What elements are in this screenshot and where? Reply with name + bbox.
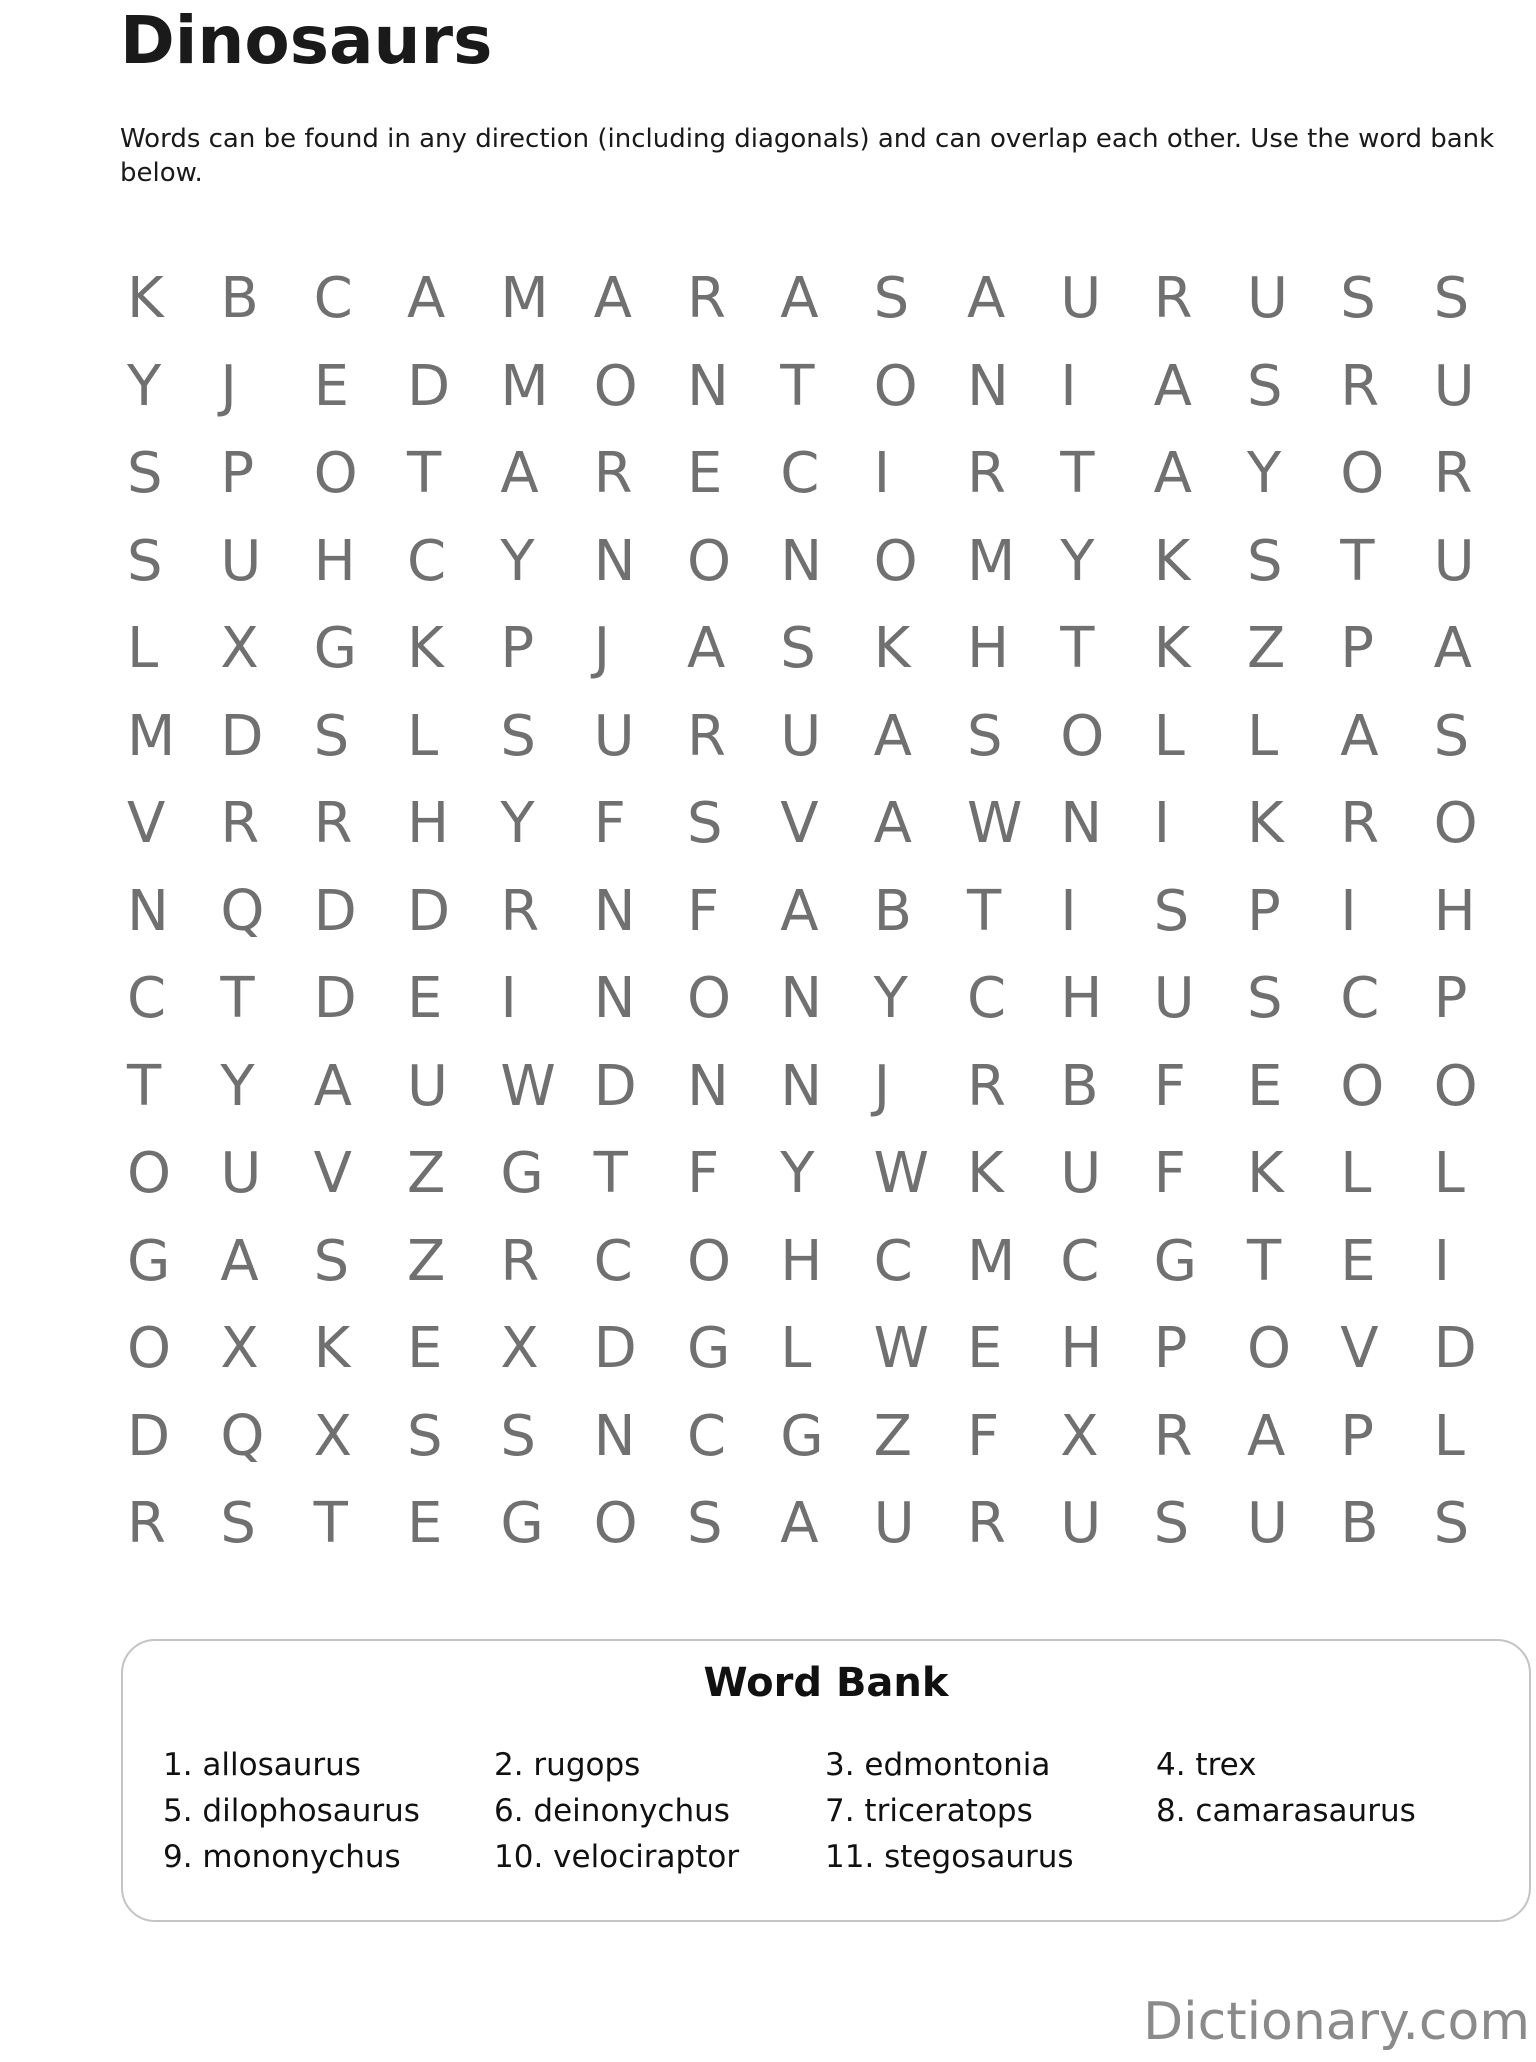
grid-letter: A — [313, 1053, 352, 1119]
grid-letter: T — [1060, 616, 1095, 681]
word-bank-title: Word Bank — [703, 1660, 949, 1706]
grid-letter: A — [500, 441, 539, 506]
grid-letter: S — [780, 616, 816, 681]
grid-letter: Q — [220, 878, 265, 944]
grid-letter: M — [966, 528, 1016, 594]
grid-row — [120, 1043, 1520, 1131]
grid-letter: P — [500, 616, 535, 681]
grid-letter: N — [593, 1403, 636, 1469]
grid-letter: G — [780, 1403, 824, 1469]
grid-letter: A — [1153, 441, 1192, 506]
grid-letter: F — [593, 791, 626, 856]
grid-letter: N — [686, 1053, 729, 1119]
grid-letter: V — [780, 791, 819, 856]
grid-letter: E — [406, 966, 443, 1031]
grid-letter: L — [1433, 1141, 1465, 1206]
grid-letter: Q — [220, 1403, 265, 1469]
grid-letter: L — [1246, 703, 1279, 769]
grid-letter: K — [406, 616, 444, 681]
grid-letter: O — [593, 353, 638, 419]
grid-letter: M — [500, 353, 549, 419]
grid-letter: W — [966, 791, 1023, 856]
grid-letter: N — [780, 528, 823, 594]
grid-letter: S — [406, 1403, 443, 1469]
grid-letter: D — [593, 1053, 637, 1119]
grid-letter: S — [1246, 353, 1283, 419]
grid-letter: C — [966, 966, 1007, 1031]
word-bank-item: 11. stegosaurus — [825, 1839, 1074, 1875]
grid-letter: R — [1340, 353, 1380, 419]
grid-letter: I — [1340, 878, 1357, 944]
grid-letter: N — [1060, 791, 1103, 856]
grid-letter: N — [593, 966, 636, 1031]
grid-letter: R — [1153, 1403, 1193, 1469]
grid-letter: S — [966, 703, 1003, 769]
grid-letter: Y — [1060, 528, 1095, 594]
grid-letter: D — [220, 703, 264, 769]
grid-letter: M — [966, 1228, 1016, 1294]
grid-letter: K — [1246, 791, 1284, 856]
grid-letter: S — [686, 791, 723, 856]
grid-letter: U — [1433, 353, 1475, 419]
grid-letter: N — [127, 878, 169, 944]
grid-letter: N — [593, 528, 636, 594]
grid-letter: I — [1153, 791, 1171, 856]
grid-letter: C — [313, 266, 353, 331]
grid-letter: S — [1153, 878, 1190, 944]
grid-row — [120, 868, 1520, 956]
grid-letter: R — [220, 791, 260, 856]
grid-letter: R — [313, 791, 353, 856]
grid-letter: N — [686, 353, 729, 419]
grid-letter: Z — [406, 1228, 446, 1294]
grid-letter: K — [127, 266, 164, 331]
grid-letter: C — [1060, 1228, 1100, 1294]
grid-letter: K — [1153, 616, 1191, 681]
word-bank-list — [163, 1742, 1483, 1880]
grid-letter: H — [966, 616, 1010, 681]
grid-letter: U — [1153, 966, 1195, 1031]
grid-letter: S — [1433, 266, 1470, 331]
grid-letter: R — [966, 1491, 1006, 1556]
grid-row — [120, 1130, 1520, 1218]
grid-letter: I — [1060, 353, 1077, 419]
grid-letter: U — [1060, 266, 1102, 331]
grid-letter: B — [873, 878, 913, 944]
grid-letter: X — [220, 616, 259, 681]
word-bank-item: 1. allosaurus — [163, 1747, 361, 1783]
grid-letter: H — [406, 791, 450, 856]
grid-letter: R — [127, 1491, 166, 1556]
grid-letter: R — [1340, 791, 1380, 856]
grid-letter: A — [593, 266, 632, 331]
grid-letter: V — [127, 791, 166, 856]
grid-letter: S — [500, 1403, 536, 1469]
grid-letter: A — [686, 616, 726, 681]
grid-letter: W — [500, 1053, 556, 1119]
grid-letter: P — [1433, 966, 1468, 1031]
grid-letter: I — [1433, 1228, 1451, 1294]
grid-letter: P — [1153, 1316, 1188, 1381]
grid-letter: A — [1433, 616, 1472, 681]
word-bank-item: 3. edmontonia — [825, 1747, 1051, 1783]
grid-letter: R — [686, 266, 726, 331]
grid-letter: Z — [873, 1403, 912, 1469]
grid-letter: A — [873, 703, 912, 769]
grid-letter: A — [780, 266, 819, 331]
grid-letter: A — [780, 1491, 819, 1556]
grid-letter: U — [1246, 266, 1288, 331]
grid-row — [120, 1218, 1520, 1306]
grid-letter: G — [313, 616, 358, 681]
grid-letter: O — [1340, 441, 1385, 506]
grid-letter: X — [500, 1316, 539, 1381]
grid-letter: C — [873, 1228, 913, 1294]
grid-letter: L — [780, 1316, 812, 1381]
grid-letter: P — [1340, 616, 1375, 681]
grid-letter: P — [220, 441, 255, 506]
grid-letter: Y — [127, 353, 162, 419]
grid-letter: T — [780, 353, 815, 419]
grid-letter: R — [1433, 441, 1473, 506]
grid-letter: T — [1246, 1228, 1282, 1294]
grid-letter: G — [686, 1316, 731, 1381]
grid-letter: U — [780, 703, 822, 769]
grid-letter: P — [1340, 1403, 1375, 1469]
grid-letter: U — [1060, 1141, 1102, 1206]
grid-letter: U — [406, 1053, 448, 1119]
grid-letter: F — [1153, 1053, 1186, 1119]
grid-letter: O — [873, 353, 918, 419]
grid-letter: T — [966, 878, 1002, 944]
grid-letter: K — [1246, 1141, 1284, 1206]
grid-letter: O — [686, 528, 732, 594]
word-bank-item: 7. triceratops — [825, 1793, 1033, 1829]
grid-letter: B — [1340, 1491, 1379, 1556]
grid-letter: W — [873, 1316, 929, 1381]
grid-row — [120, 605, 1520, 693]
grid-letter: O — [873, 528, 918, 594]
grid-letter: F — [686, 878, 720, 944]
grid-letter: K — [313, 1316, 351, 1381]
word-bank-item: 5. dilophosaurus — [163, 1793, 420, 1829]
grid-letter: O — [1060, 703, 1105, 769]
grid-letter: A — [873, 791, 912, 856]
grid-letter: E — [406, 1491, 443, 1556]
grid-letter: L — [1433, 1403, 1465, 1469]
grid-letter: E — [406, 1316, 443, 1381]
grid-letter: F — [966, 1403, 1000, 1469]
grid-letter: C — [593, 1228, 633, 1294]
grid-letter: Y — [500, 791, 535, 856]
grid-letter: S — [313, 1228, 350, 1294]
grid-letter: I — [873, 441, 891, 506]
grid-letter: C — [1340, 966, 1380, 1031]
grid-letter: Z — [406, 1141, 446, 1206]
grid-row — [120, 955, 1520, 1043]
instructions-text: Words can be found in any direction (including diagonals) and can overlap each other. Use the word bank below. — [120, 124, 1495, 188]
grid-row — [120, 343, 1520, 431]
word-search-grid — [120, 255, 1520, 1568]
grid-letter: U — [220, 1141, 262, 1206]
grid-row — [120, 430, 1520, 518]
word-bank-item: 2. rugops — [494, 1747, 641, 1783]
grid-letter: S — [127, 528, 163, 594]
grid-letter: D — [406, 878, 451, 944]
grid-letter: S — [220, 1491, 256, 1556]
grid-letter: S — [1340, 266, 1376, 331]
grid-letter: T — [406, 441, 442, 506]
grid-letter: X — [220, 1316, 259, 1381]
grid-letter: S — [873, 266, 910, 331]
grid-letter: K — [873, 616, 911, 681]
grid-letter: T — [1340, 528, 1375, 594]
grid-row — [120, 518, 1520, 606]
grid-row — [120, 1393, 1520, 1481]
word-bank-panel — [121, 1639, 1531, 1922]
grid-letter: U — [1246, 1491, 1288, 1556]
grid-letter: A — [1340, 703, 1379, 769]
word-bank-item: 10. velociraptor — [494, 1839, 740, 1875]
grid-letter: E — [313, 353, 350, 419]
grid-letter: K — [1153, 528, 1191, 594]
grid-letter: S — [1433, 703, 1470, 769]
grid-letter: O — [1433, 791, 1478, 856]
grid-letter: R — [686, 703, 726, 769]
grid-letter: D — [1433, 1316, 1477, 1381]
grid-letter: M — [127, 703, 176, 769]
grid-letter: X — [313, 1403, 353, 1469]
grid-letter: S — [1246, 966, 1283, 1031]
grid-letter: R — [593, 441, 633, 506]
grid-letter: A — [220, 1228, 259, 1294]
grid-letter: I — [1060, 878, 1077, 944]
grid-letter: T — [220, 966, 255, 1031]
grid-letter: H — [780, 1228, 823, 1294]
grid-letter: V — [1340, 1316, 1379, 1381]
grid-letter: Y — [500, 528, 535, 594]
grid-letter: T — [593, 1141, 628, 1206]
grid-letter: R — [1153, 266, 1193, 331]
grid-letter: X — [1060, 1403, 1099, 1469]
grid-letter: J — [873, 1053, 891, 1119]
grid-letter: R — [500, 1228, 540, 1294]
grid-letter: G — [127, 1228, 171, 1294]
grid-letter: C — [406, 528, 447, 594]
grid-letter: E — [966, 1316, 1003, 1381]
grid-row — [120, 780, 1520, 868]
grid-letter: R — [966, 441, 1006, 506]
grid-letter: I — [500, 966, 517, 1031]
grid-letter: U — [593, 703, 635, 769]
grid-letter: U — [220, 528, 262, 594]
grid-letter: N — [780, 966, 823, 1031]
grid-letter: S — [1433, 1491, 1470, 1556]
grid-letter: S — [500, 703, 536, 769]
grid-row — [120, 255, 1520, 343]
grid-letter: E — [1246, 1053, 1283, 1119]
grid-letter: G — [500, 1141, 544, 1206]
grid-letter: E — [1340, 1228, 1376, 1294]
grid-letter: L — [1153, 703, 1185, 769]
grid-letter: Y — [1246, 441, 1282, 506]
grid-letter: T — [127, 1053, 162, 1119]
grid-letter: A — [780, 878, 819, 944]
grid-letter: T — [313, 1491, 348, 1556]
grid-letter: O — [1340, 1053, 1385, 1119]
grid-letter: A — [1153, 353, 1192, 419]
grid-letter: Z — [1246, 616, 1286, 681]
grid-letter: S — [127, 441, 163, 506]
grid-letter: N — [593, 878, 636, 944]
grid-letter: C — [127, 966, 167, 1031]
grid-letter: O — [1246, 1316, 1292, 1381]
grid-letter: R — [500, 878, 540, 944]
grid-letter: L — [1340, 1141, 1372, 1206]
grid-letter: B — [220, 266, 259, 331]
grid-letter: U — [1060, 1491, 1102, 1556]
page-title: Dinosaurs — [120, 2, 493, 79]
grid-letter: J — [593, 616, 611, 681]
grid-letter: O — [127, 1141, 172, 1206]
grid-letter: F — [1153, 1141, 1186, 1206]
grid-letter: Y — [220, 1053, 255, 1119]
grid-letter: S — [686, 1491, 723, 1556]
grid-letter: H — [1060, 966, 1103, 1031]
grid-row — [120, 1305, 1520, 1393]
grid-letter: Y — [873, 966, 908, 1031]
grid-letter: R — [966, 1053, 1006, 1119]
grid-letter: A — [1246, 1403, 1286, 1469]
grid-letter: S — [1246, 528, 1283, 594]
grid-letter: S — [313, 703, 350, 769]
grid-letter: G — [500, 1491, 544, 1556]
grid-letter: D — [313, 966, 357, 1031]
grid-letter: U — [873, 1491, 915, 1556]
grid-letter: W — [873, 1141, 929, 1206]
grid-letter: T — [1060, 441, 1095, 506]
grid-letter: C — [686, 1403, 727, 1469]
grid-letter: A — [966, 266, 1006, 331]
grid-letter: V — [313, 1141, 352, 1206]
grid-letter: P — [1246, 878, 1281, 944]
grid-letter: O — [593, 1491, 638, 1556]
word-bank-item: 9. mononychus — [163, 1839, 401, 1875]
word-bank-item: 4. trex — [1156, 1747, 1257, 1783]
grid-letter: H — [1433, 878, 1476, 944]
grid-letter: K — [966, 1141, 1004, 1206]
word-bank-item: 6. deinonychus — [494, 1793, 730, 1829]
grid-letter: N — [966, 353, 1009, 419]
grid-letter: O — [127, 1316, 172, 1381]
grid-letter: O — [686, 1228, 732, 1294]
grid-letter: B — [1060, 1053, 1099, 1119]
grid-letter: Y — [780, 1141, 815, 1206]
grid-letter: A — [406, 266, 446, 331]
grid-letter: H — [1060, 1316, 1103, 1381]
grid-letter: L — [127, 616, 159, 681]
word-bank-item: 8. camarasaurus — [1156, 1793, 1416, 1829]
grid-letter: O — [686, 966, 732, 1031]
grid-letter: N — [780, 1053, 823, 1119]
grid-row — [120, 1480, 1520, 1568]
grid-letter: H — [313, 528, 356, 594]
grid-letter: D — [313, 878, 357, 944]
grid-letter: D — [593, 1316, 637, 1381]
grid-letter: J — [220, 353, 237, 419]
grid-letter: C — [780, 441, 820, 506]
grid-letter: S — [1153, 1491, 1190, 1556]
grid-letter: M — [500, 266, 549, 331]
grid-letter: D — [406, 353, 451, 419]
grid-letter: O — [1433, 1053, 1478, 1119]
brand-logo-text: Dictionary.com — [1143, 1992, 1530, 2052]
grid-letter: O — [313, 441, 358, 506]
grid-letter: E — [686, 441, 723, 506]
grid-row — [120, 693, 1520, 781]
grid-letter: F — [686, 1141, 720, 1206]
grid-letter: L — [406, 703, 439, 769]
grid-letter: G — [1153, 1228, 1198, 1294]
grid-letter: D — [127, 1403, 171, 1469]
grid-letter: U — [1433, 528, 1475, 594]
